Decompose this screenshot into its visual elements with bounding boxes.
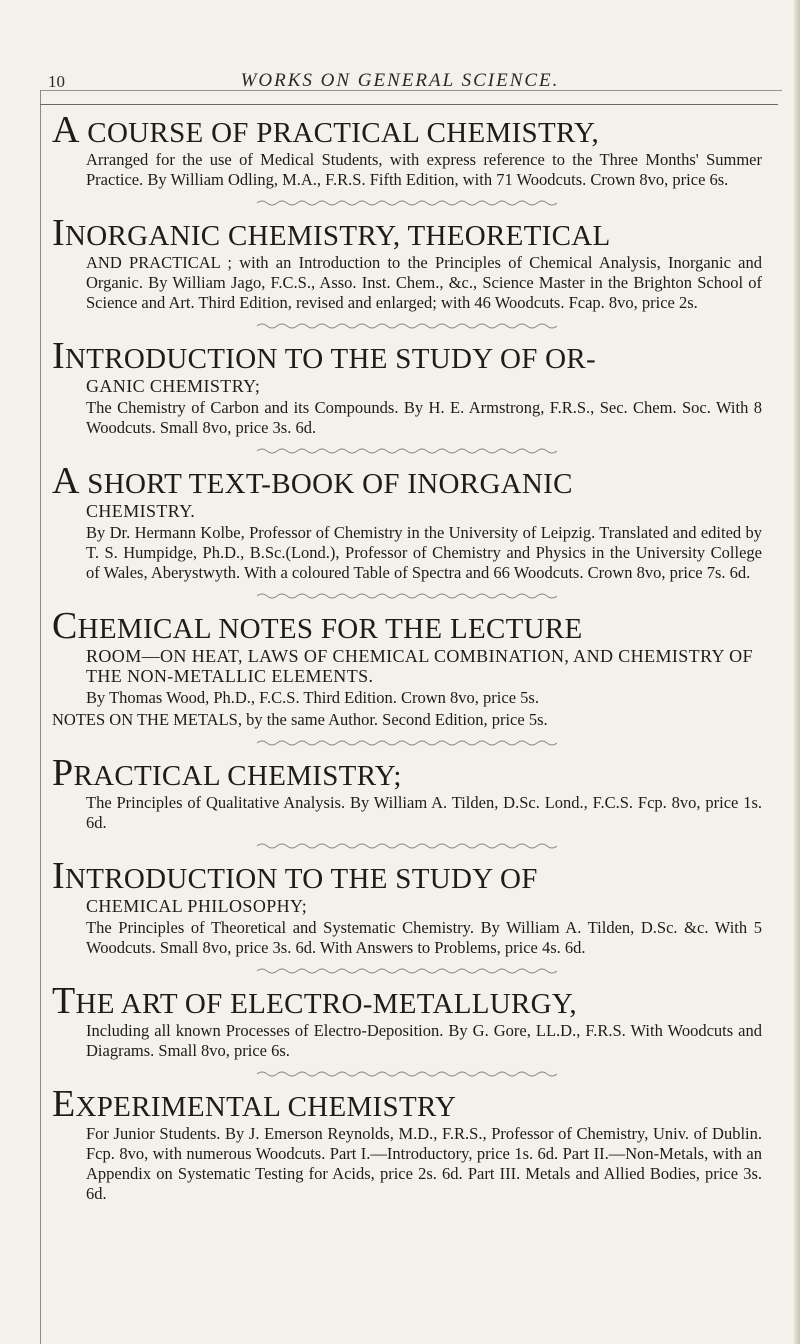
book-entry xyxy=(52,855,762,958)
title-initial: I xyxy=(52,212,65,254)
book-title xyxy=(52,605,762,647)
book-title xyxy=(52,1083,762,1125)
book-title xyxy=(52,980,762,1022)
title-text: COURSE OF PRACTICAL CHEMISTRY, xyxy=(79,117,600,149)
page-edge-shadow xyxy=(794,0,800,1344)
book-title xyxy=(52,335,762,377)
title-text: SHORT TEXT-BOOK OF INORGANIC xyxy=(79,468,573,500)
book-title xyxy=(52,212,762,254)
title-text: XPERIMENTAL CHEMISTRY xyxy=(75,1091,457,1123)
book-title xyxy=(52,855,762,897)
ornamental-divider xyxy=(257,1070,557,1078)
title-text: NTRODUCTION TO THE STUDY OF xyxy=(64,863,538,895)
book-title xyxy=(52,752,762,794)
book-description: The Principles of Theoretical and Systematic Chemistry. By William A. Tilden, D.Sc. &c. With 5 Woodcuts. Small 8vo, price 3s. 6d. With Answers to Problems, price 4s. 6d. xyxy=(86,918,762,957)
title-text: NTRODUCTION TO THE STUDY OF OR- xyxy=(64,343,597,375)
title-initial: E xyxy=(52,1083,76,1125)
ornamental-divider xyxy=(257,739,557,747)
book-entry xyxy=(52,212,762,313)
title-initial: I xyxy=(52,335,65,377)
page-number: 10 xyxy=(48,72,65,91)
title-text: HE ART OF ELECTRO-METALLURGY, xyxy=(75,988,577,1020)
book-subtitle: CHEMICAL PHILOSOPHY; xyxy=(86,896,308,916)
book-entry xyxy=(52,980,762,1061)
book-entry xyxy=(52,605,762,730)
title-initial: I xyxy=(52,855,65,897)
book-entry xyxy=(52,109,762,190)
ornamental-divider xyxy=(257,592,557,600)
book-entry xyxy=(52,752,762,833)
title-text: HEMICAL NOTES FOR THE LECTURE xyxy=(77,613,583,645)
book-description: By Dr. Hermann Kolbe, Professor of Chemistry in the University of Leipzig. Translated and edited by T. S. Humpidge, Ph.D., B.Sc.(Lond.), Professor of Chemistry and Physics in the University College of Wales, Aberystwyth. With a coloured Table of Spectra and 66 Woodcuts. Crown 8vo, price 7s. 6d. xyxy=(86,523,762,582)
book-title xyxy=(52,460,762,502)
running-head: WORKS ON GENERAL SCIENCE. xyxy=(240,70,560,91)
book-description: Arranged for the use of Medical Students, with express reference to the Three Months' Summer Practice. By William Odling, M.A., F.R.S. Fifth Edition, with 71 Woodcuts. Crown 8vo, price 6s. xyxy=(86,150,762,189)
book-subtitle: ROOM—ON HEAT, LAWS OF CHEMICAL COMBINATION, AND CHEMISTRY OF THE NON-METALLIC ELEMENTS. xyxy=(86,646,753,686)
title-initial: T xyxy=(52,980,76,1022)
book-description: The Principles of Qualitative Analysis. By William A. Tilden, D.Sc. Lond., F.C.S. Fcp. 8vo, price 1s. 6d. xyxy=(86,793,762,832)
book-description: For Junior Students. By J. Emerson Reynolds, M.D., F.R.S., Professor of Chemistry, Univ. of Dublin. Fcp. 8vo, with numerous Woodcuts. Part I.—Introductory, price 1s. 6d. Part II.—Non-Metals, with an Appendix on Systematic Testing for Acids, price 2s. 6d. Part III. Metals and Allied Bodies, price 3s. 6d. xyxy=(86,1124,762,1203)
ornamental-divider xyxy=(257,967,557,975)
book-description: Including all known Processes of Electro-Deposition. By G. Gore, LL.D., F.R.S. With Woodcuts and Diagrams. Small 8vo, price 6s. xyxy=(86,1021,762,1060)
title-initial: A xyxy=(52,109,80,151)
title-initial: A xyxy=(52,460,80,502)
book-description: The Chemistry of Carbon and its Compounds. By H. E. Armstrong, F.R.S., Sec. Chem. Soc. With 8 Woodcuts. Small 8vo, price 3s. 6d. xyxy=(86,398,762,437)
book-entry xyxy=(52,335,762,438)
title-initial: C xyxy=(52,605,78,647)
title-initial: P xyxy=(52,752,74,794)
title-text: RACTICAL CHEMISTRY; xyxy=(73,760,402,792)
book-related-note: NOTES ON THE METALS, by the same Author. Second Edition, price 5s. xyxy=(52,710,548,729)
book-entry xyxy=(52,460,762,583)
header-rule xyxy=(40,104,778,105)
ornamental-divider xyxy=(257,199,557,207)
book-description: AND PRACTICAL ; with an Introduction to the Principles of Chemical Analysis, Inorganic and Organic. By William Jago, F.C.S., Asso. Inst. Chem., &c., Science Master in the Brighton School of Science and Art. Third Edition, revised and enlarged; with 46 Woodcuts. Fcap. 8vo, price 2s. xyxy=(86,253,762,312)
page-frame-left-rule xyxy=(40,90,41,1344)
book-title xyxy=(52,109,762,151)
ornamental-divider xyxy=(257,447,557,455)
ornamental-divider xyxy=(257,842,557,850)
ornamental-divider xyxy=(257,322,557,330)
book-description: By Thomas Wood, Ph.D., F.C.S. Third Edition. Crown 8vo, price 5s. xyxy=(86,688,539,707)
book-listing xyxy=(52,109,762,1204)
book-subtitle: GANIC CHEMISTRY; xyxy=(86,376,261,396)
book-entry xyxy=(52,1083,762,1204)
title-text: NORGANIC CHEMISTRY, THEORETICAL xyxy=(64,220,611,252)
book-subtitle: CHEMISTRY. xyxy=(86,501,196,521)
